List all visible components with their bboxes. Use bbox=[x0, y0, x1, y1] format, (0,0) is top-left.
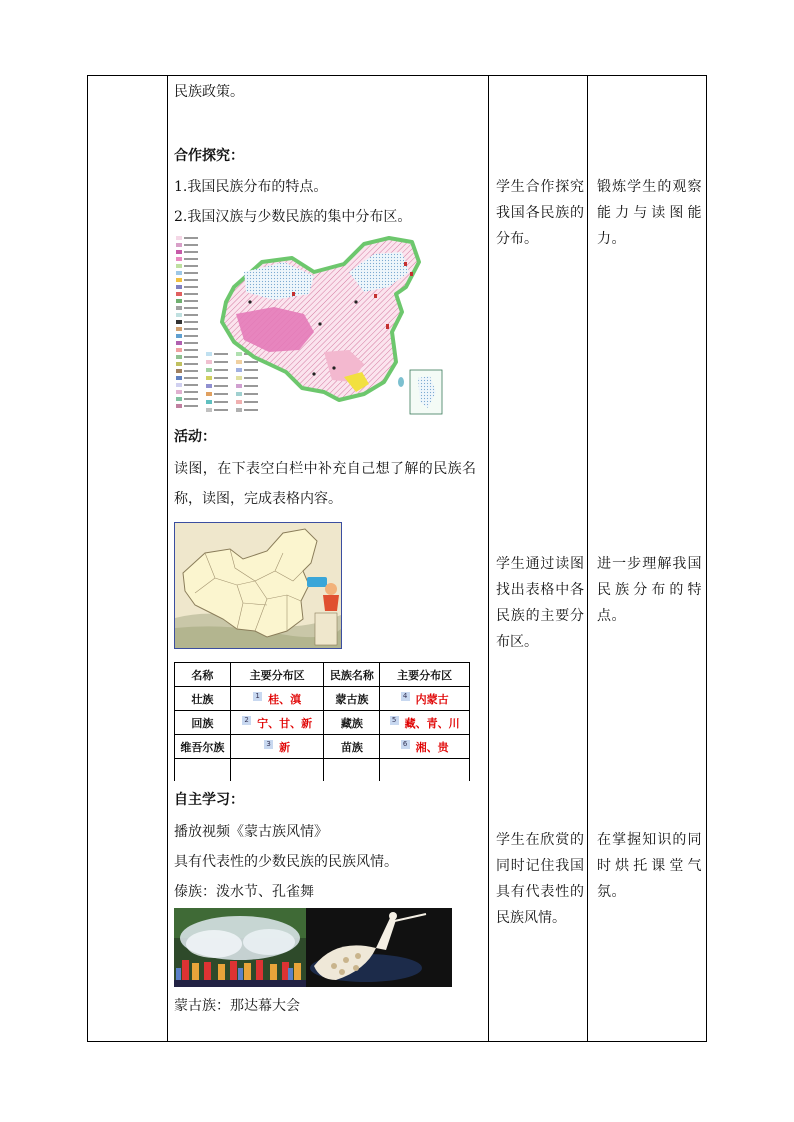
ethnic-distribution-map bbox=[174, 232, 446, 416]
activity-text-line-2: 称，读图，完成表格内容。 bbox=[174, 491, 342, 507]
video-line: 播放视频《蒙古族风情》 bbox=[174, 824, 328, 840]
design-intent-3: 在掌握知识的同时烘托课堂气氛。 bbox=[597, 832, 702, 900]
ethnic-name: 苗族 bbox=[324, 735, 380, 759]
self-study-heading: 自主学习： bbox=[174, 792, 244, 808]
coop-item-1: 1.我国民族分布的特点。 bbox=[174, 179, 328, 195]
ethnic-distribution-table bbox=[174, 662, 470, 781]
policy-line: 民族政策。 bbox=[174, 84, 244, 100]
distribution-answer: 内蒙古 bbox=[415, 692, 449, 706]
custom-line: 具有代表性的少数民族的民族风情。 bbox=[174, 854, 398, 870]
province-outline-map bbox=[174, 522, 342, 649]
answer-index: 2 bbox=[242, 716, 251, 725]
student-activity-2: 学生通过读图找出表格中各民族的主要分布区。 bbox=[496, 556, 584, 650]
distribution-answer: 宁、甘、新 bbox=[257, 716, 313, 730]
distribution-answer: 桂、滇 bbox=[268, 692, 302, 706]
distribution-cell bbox=[380, 711, 470, 735]
answer-index: 5 bbox=[390, 716, 399, 725]
answer-index: 6 bbox=[401, 740, 410, 749]
peacock-dance-image bbox=[306, 908, 452, 987]
student-activity-1: 学生合作探究我国各民族的分布。 bbox=[496, 179, 584, 247]
answer-index: 1 bbox=[253, 692, 262, 701]
ethnic-name: 壮族 bbox=[175, 687, 231, 711]
water-splashing-image bbox=[174, 908, 306, 987]
design-intent-1: 锻炼学生的观察能力与读图能力。 bbox=[597, 179, 702, 247]
header-area-2: 主要分布区 bbox=[380, 663, 470, 687]
ethnic-name: 藏族 bbox=[324, 711, 380, 735]
answer-index: 4 bbox=[401, 692, 410, 701]
header-name-2: 民族名称 bbox=[324, 663, 380, 687]
distribution-answer: 新 bbox=[279, 740, 291, 754]
column-divider-2 bbox=[488, 75, 489, 1042]
water-splashing-photo bbox=[174, 908, 306, 987]
table-row bbox=[175, 735, 470, 759]
table-row bbox=[175, 711, 470, 735]
header-area-1: 主要分布区 bbox=[230, 663, 324, 687]
distribution-answer: 藏、青、川 bbox=[404, 716, 460, 730]
distribution-cell bbox=[380, 735, 470, 759]
table-row bbox=[175, 687, 470, 711]
ethnic-name: 蒙古族 bbox=[324, 687, 380, 711]
table-header-row bbox=[175, 663, 470, 687]
distribution-answer: 湘、贵 bbox=[415, 740, 449, 754]
activity-text-line-1: 读图，在下表空白栏中补充自己想了解的民族名 bbox=[174, 461, 477, 477]
ethnic-name: 回族 bbox=[175, 711, 231, 735]
distribution-cell bbox=[230, 735, 324, 759]
column-divider-3 bbox=[587, 75, 588, 1042]
table-row-blank bbox=[175, 759, 470, 782]
student-activity-3: 学生在欣赏的同时记住我国具有代表性的民族风情。 bbox=[496, 832, 584, 926]
column-divider-1 bbox=[167, 75, 168, 1042]
china-outline-map-graphic bbox=[175, 523, 341, 648]
mongol-line: 蒙古族：那达幕大会 bbox=[174, 998, 300, 1014]
peacock-dance-photo bbox=[306, 908, 452, 987]
ethnic-name: 维吾尔族 bbox=[175, 735, 231, 759]
distribution-cell bbox=[230, 711, 324, 735]
dai-line: 傣族：泼水节、孔雀舞 bbox=[174, 884, 314, 900]
header-name-1: 名称 bbox=[175, 663, 231, 687]
design-intent-2: 进一步理解我国民族分布的特点。 bbox=[597, 556, 702, 624]
coop-item-2: 2.我国汉族与少数民族的集中分布区。 bbox=[174, 209, 412, 225]
distribution-cell bbox=[230, 687, 324, 711]
coop-heading: 合作探究： bbox=[174, 148, 244, 164]
answer-index: 3 bbox=[264, 740, 273, 749]
activity-heading: 活动： bbox=[174, 429, 216, 445]
distribution-cell bbox=[380, 687, 470, 711]
